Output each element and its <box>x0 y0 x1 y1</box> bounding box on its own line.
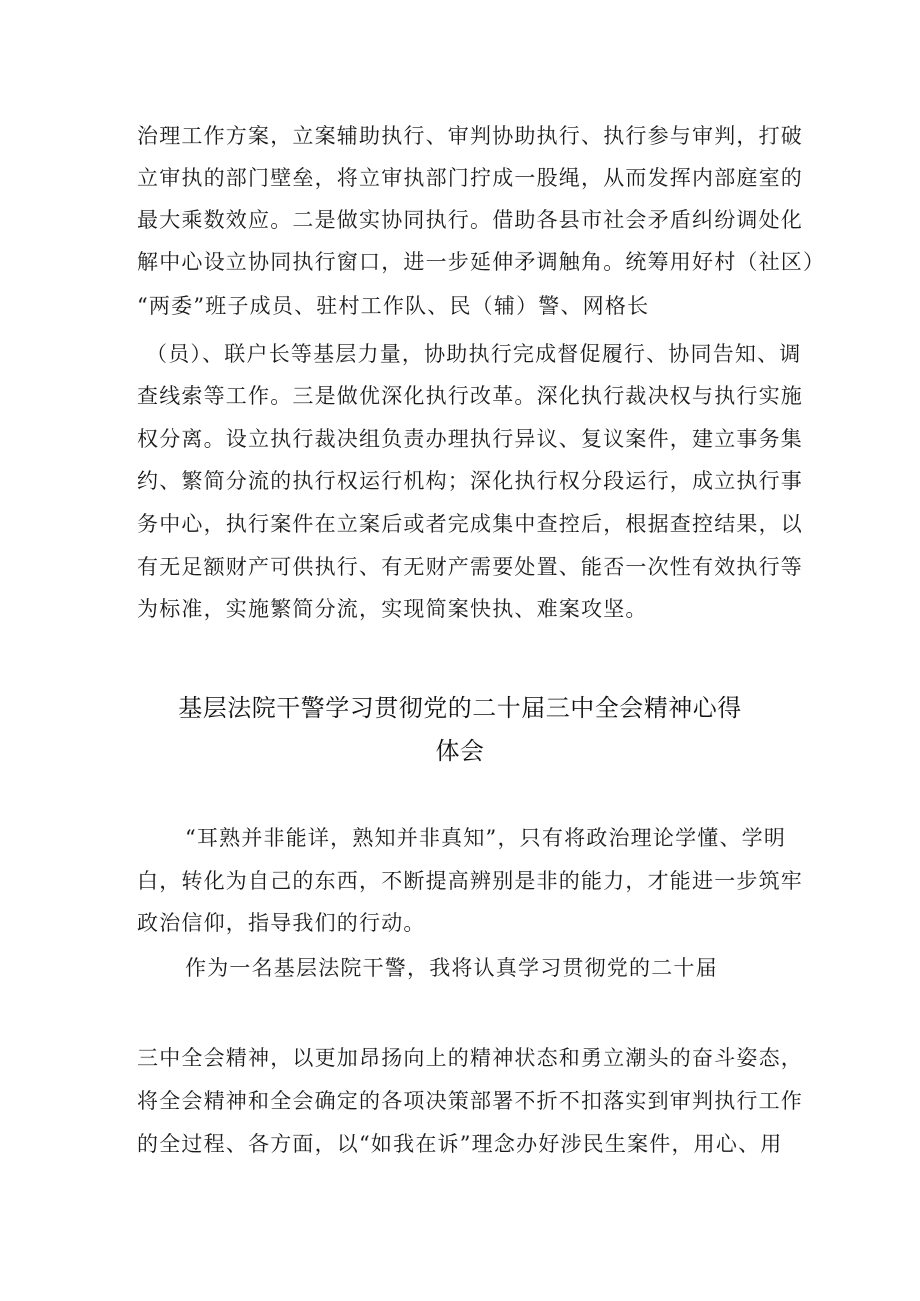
body-text-line: 有无足额财产可供执行、有无财产需要处置、能否一次性有效执行等 <box>137 555 803 579</box>
body-text-line: 政治信仰，指导我们的行动。 <box>137 911 426 935</box>
body-text-line: 权分离。设立执行裁决组负责办理执行异议、复议案件，建立事务集 <box>137 427 803 451</box>
body-text-line: 作为一名基层法院干警，我将认真学习贯彻党的二十届 <box>185 956 718 980</box>
body-text-line: 白，转化为自己的东西，不断提高辨别是非的能力，才能进一步筑牢 <box>137 869 803 893</box>
body-text-line: 务中心，执行案件在立案后或者完成集中查控后，根据查控结果，以 <box>137 512 803 536</box>
body-text-line: 解中心设立协同执行窗口，进一步延伸矛调触角。统筹用好村（社区） <box>137 250 826 274</box>
body-text-line: （员）、联户长等基层力量，协助执行完成督促履行、协同告知、调 <box>146 342 802 366</box>
section-title: 基层法院干警学习贯彻党的二十届三中全会精神心得 <box>178 694 742 722</box>
body-text-line: 治理工作方案，立案辅助执行、审判协助执行、执行参与审判，打破 <box>137 124 803 148</box>
body-text-line: 将全会精神和全会确定的各项决策部署不折不扣落实到审判执行工作 <box>137 1089 803 1113</box>
body-text-line: 为标准，实施繁简分流，实现简案快执、难案攻坚。 <box>137 597 648 621</box>
body-text-line: 最大乘数效应。二是做实协同执行。借助各县市社会矛盾纠纷调处化 <box>137 208 803 232</box>
body-text-line: “两委”班子成员、驻村工作队、民（辅）警、网格长 <box>137 294 650 318</box>
body-text-line: 的全过程、各方面，以“如我在诉”理念办好涉民生案件，用心、用 <box>137 1132 783 1156</box>
body-text-line: 立审执的部门壁垒，将立审执部门拧成一股绳，从而发挥内部庭室的 <box>137 166 803 190</box>
body-text-line: 三中全会精神，以更加昂扬向上的精神状态和勇立潮头的奋斗姿态， <box>137 1046 803 1070</box>
body-text-line: 约、繁简分流的执行权运行机构；深化执行权分段运行，成立执行事 <box>137 469 803 493</box>
section-title-continued: 体会 <box>435 737 485 765</box>
body-text-line: “耳熟并非能详，熟知并非真知”，只有将政治理论学懂、学明 <box>185 826 787 850</box>
body-text-line: 查线索等工作。三是做优深化执行改革。深化执行裁决权与执行实施 <box>137 384 803 408</box>
